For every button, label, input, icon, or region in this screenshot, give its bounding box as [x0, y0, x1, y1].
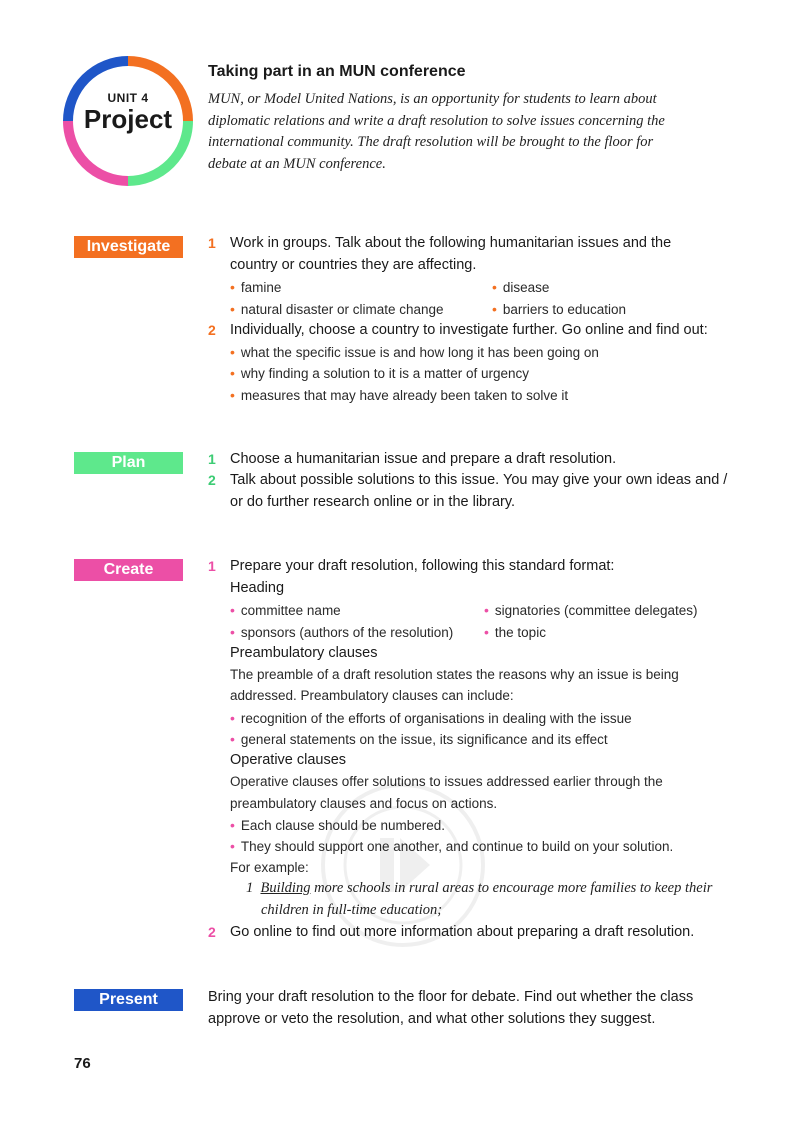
- present-tag: Present: [74, 989, 183, 1011]
- list-item: • barriers to education: [492, 301, 626, 317]
- list-item: • the topic: [484, 624, 546, 640]
- list-item: • natural disaster or climate change: [230, 301, 444, 317]
- for-example-label: For example:: [230, 860, 309, 875]
- heading-label: Heading: [230, 580, 285, 596]
- list-item: • Each clause should be numbered.: [230, 817, 446, 833]
- operative-text-cont: preambulatory clauses and focus on actions.: [230, 796, 498, 811]
- plan-tag: Plan: [74, 452, 183, 474]
- list-item: • sponsors (authors of the resolution): [230, 624, 454, 640]
- investigate-item-1: Work in groups. Talk about the following humanitarian issues and the: [230, 235, 672, 251]
- unit-label: UNIT 4: [107, 91, 149, 105]
- item-number: 2: [208, 322, 216, 338]
- present-text-cont: approve or veto the resolution, and what other solutions they suggest.: [208, 1011, 656, 1027]
- plan-item-1: Choose a humanitarian issue and prepare a draft resolution.: [230, 451, 617, 467]
- plan-item-2-cont: or do further research online or in the library.: [230, 494, 516, 510]
- example-clause-cont: children in full-time education;: [261, 902, 443, 918]
- operative-text: Operative clauses offer solutions to issues addressed earlier through the: [230, 774, 663, 789]
- create-item-1: Prepare your draft resolution, following this standard format:: [230, 558, 615, 574]
- create-item-2: Go online to find out more information about preparing a draft resolution.: [230, 924, 695, 940]
- list-item: • committee name: [230, 602, 341, 618]
- item-number: 1: [208, 235, 216, 251]
- plan-item-2: Talk about possible solutions to this issue. You may give your own ideas and /: [230, 472, 728, 488]
- intro-text: MUN, or Model United Nations, is an opportunity for students to learn about diplomatic relations and write a draft resolution to solve issues concerning the international community. The draft resolution will be brought to the floor for debate at an MUN conference.: [208, 91, 665, 172]
- list-item: • general statements on the issue, its significance and its effect: [230, 731, 608, 747]
- operative-heading: Operative clauses: [230, 752, 347, 768]
- item-number: 2: [208, 472, 216, 488]
- item-number: 1: [208, 558, 216, 574]
- list-item: • recognition of the efforts of organisations in dealing with the issue: [230, 710, 632, 726]
- preamble-text-cont: addressed. Preambulatory clauses can include:: [230, 688, 514, 703]
- item-number: 2: [208, 924, 216, 940]
- watermark-seal-icon: [318, 780, 488, 950]
- present-text: Bring your draft resolution to the floor for debate. Find out whether the class: [208, 989, 694, 1005]
- list-item: • what the specific issue is and how long it has been going on: [230, 344, 599, 360]
- preamble-text: The preamble of a draft resolution states the reasons why an issue is being: [230, 667, 679, 682]
- preambulatory-heading: Preambulatory clauses: [230, 645, 378, 661]
- list-item: • signatories (committee delegates): [484, 602, 698, 618]
- list-item: • famine: [230, 279, 282, 295]
- list-item: • They should support one another, and continue to build on your solution.: [230, 838, 674, 854]
- investigate-item-1-cont: country or countries they are affecting.: [230, 257, 477, 273]
- intro-title: Taking part in an MUN conference: [208, 63, 466, 80]
- list-item: • disease: [492, 279, 550, 295]
- project-label: Project: [83, 104, 173, 134]
- list-item: • measures that may have already been taken to solve it: [230, 387, 569, 403]
- example-clause: 1 Building more schools in rural areas to encourage more families to keep their: [246, 880, 713, 896]
- list-item: • why finding a solution to it is a matter of urgency: [230, 365, 530, 381]
- investigate-item-2: Individually, choose a country to investigate further. Go online and find out:: [230, 322, 708, 338]
- create-tag: Create: [74, 559, 183, 581]
- page-number: 76: [74, 1055, 91, 1072]
- investigate-tag: Investigate: [74, 236, 183, 258]
- item-number: 1: [208, 451, 216, 467]
